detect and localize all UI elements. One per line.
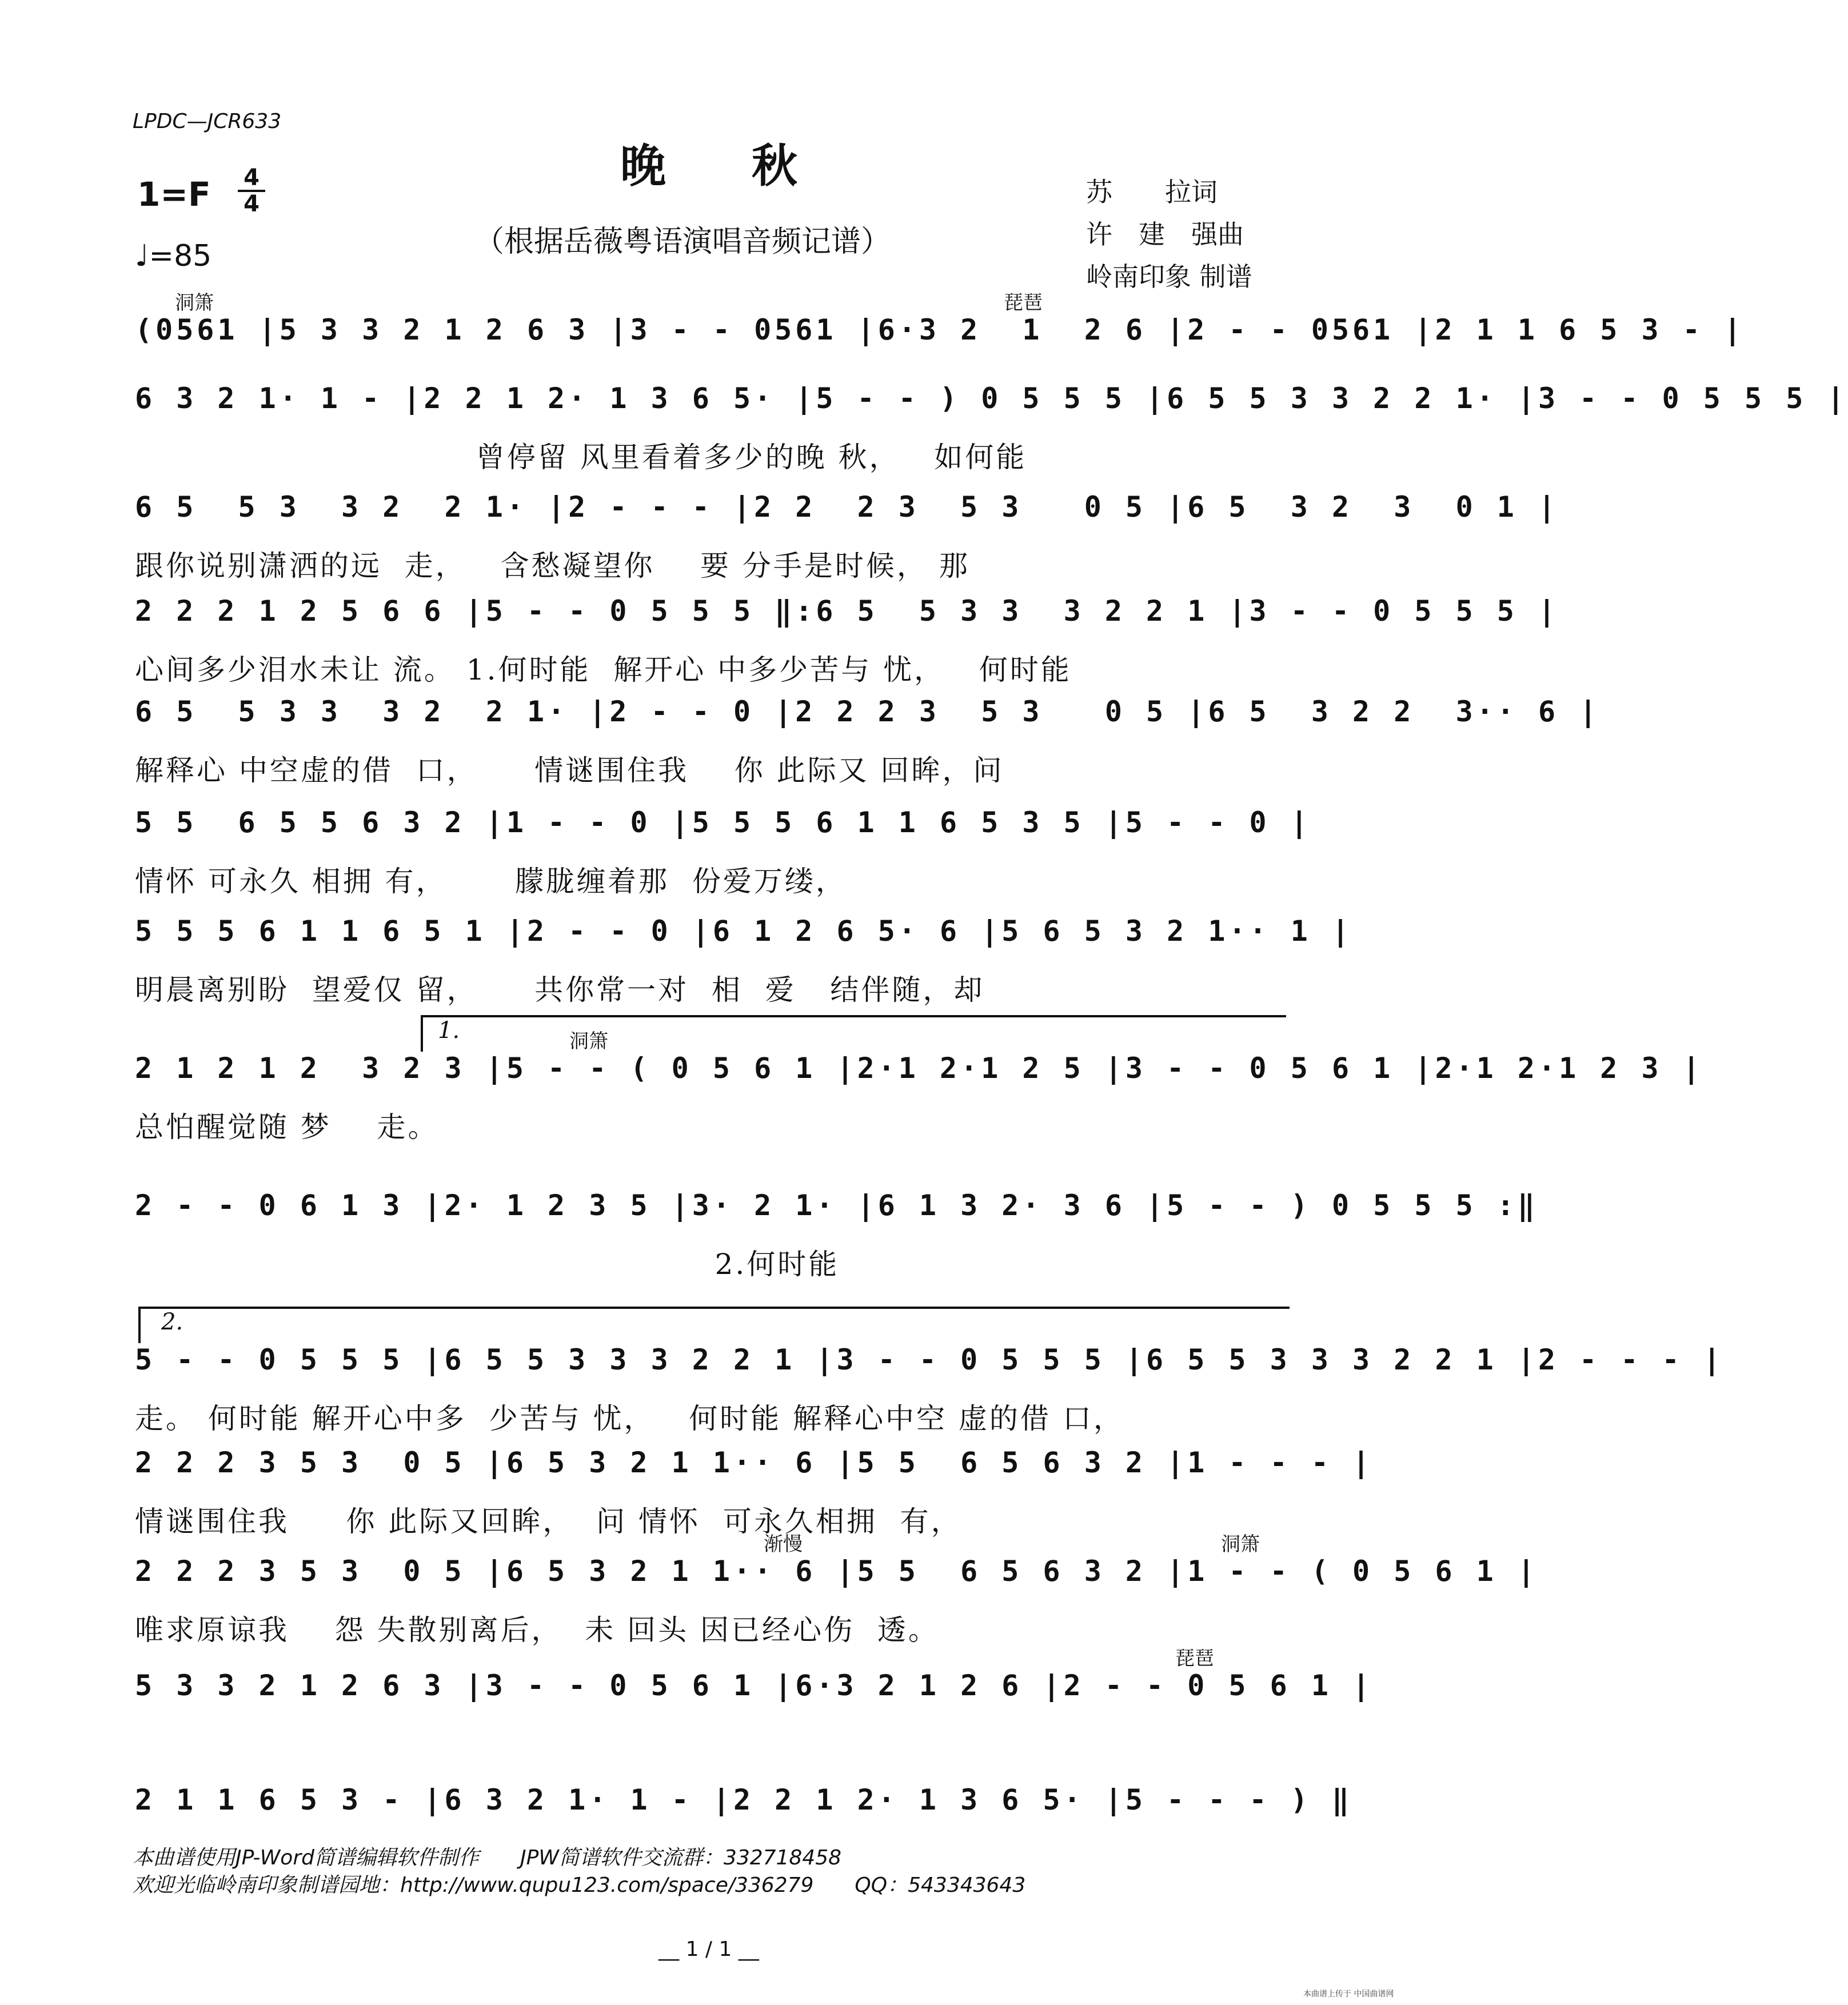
notation-line: 2 - - 0 6 1 3 |2· 1 2 3 5 |3· 2 1· |6 1 3 2· 3 6 |5 - - ) 0 5 5 5 :‖ xyxy=(135,1189,1538,1222)
volta-label: 1. xyxy=(438,1017,460,1044)
lyrics-line: 情怀 可永久 相拥 有， 朦胧缠着那 份爱万缕， xyxy=(135,865,847,898)
time-signature xyxy=(234,167,269,215)
instrument-label: 琵琶 xyxy=(1004,291,1043,314)
time-bottom: 4 xyxy=(244,191,260,217)
score-row xyxy=(135,1647,1374,1778)
notation-line: 2 2 2 3 5 3 0 5 |6 5 3 2 1 1·· 6 |5 5 6 5 6 3 2 |1 - - ( 0 5 6 1 | xyxy=(135,1555,1538,1588)
score-row xyxy=(135,1189,1538,1297)
page-number: __ 1 / 1 __ xyxy=(658,1938,759,1961)
instrument-label: 琵琶 xyxy=(1175,1647,1214,1670)
notation-line: 2 1 1 6 5 3 - |6 3 2 1· 1 - |2 2 1 2· 1 3 6 5· |5 - - - ) ‖ xyxy=(135,1783,1353,1816)
score-row xyxy=(135,695,1600,804)
arranger-credit: 岭南印象 制谱 xyxy=(1086,261,1252,292)
score-row xyxy=(135,594,1559,703)
lyrics-line: 明晨离别盼 望爱仅 留， 共你常一对 相 爱 结伴随，却 xyxy=(135,973,985,1007)
volta-label: 2. xyxy=(161,1309,183,1335)
lyrics-line: 2.何时能 xyxy=(135,1248,840,1281)
notation-line: 6 5 5 3 3 3 2 2 1· |2 - - 0 |2 2 2 3 5 3 0 5 |6 5 3 2 2 3·· 6 | xyxy=(135,695,1600,728)
lyrics-line: 跟你说别潇洒的远 走， 含愁凝望你 要 分手是时候， 那 xyxy=(135,549,970,582)
notation-line: 5 - - 0 5 5 5 |6 5 5 3 3 3 2 2 1 |3 - - 0 5 5 5 |6 5 5 3 3 3 2 2 1 |2 - - - | xyxy=(135,1343,1724,1376)
score-row xyxy=(135,490,1559,599)
notation-line: 2 1 2 1 2 3 2 3 |5 - - ( 0 5 6 1 |2·1 2·1 2 5 |3 - - 0 5 6 1 |2·1 2·1 2 3 | xyxy=(135,1052,1703,1085)
footer-website-note: 欢迎光临岭南印象制谱园地：http://www.qupu123.com/space/336279 QQ：543343643 xyxy=(133,1874,1026,1897)
score-row xyxy=(135,1446,1374,1555)
notation-line: 5 5 5 6 1 1 6 5 1 |2 - - 0 |6 1 2 6 5· 6 |5 6 5 3 2 1·· 1 | xyxy=(135,914,1353,948)
key-signature: 1=F xyxy=(137,175,211,214)
notation-line: 5 3 3 2 1 2 6 3 |3 - - 0 5 6 1 |6·3 2 1 2 6 |2 - - 0 5 6 1 | xyxy=(135,1669,1374,1702)
notation-line: (0561 |5 3 3 2 1 2 6 3 |3 - - 0561 |6·3 2 1 2 6 |2 - - 0561 |2 1 1 6 5 3 - | xyxy=(135,313,1745,346)
time-top: 4 xyxy=(244,165,260,191)
tempo-marking: ♩=85 xyxy=(135,239,212,273)
lyrics-line: 走。 何时能 解开心中多 少苦与 忧， 何时能 解释心中空 虚的借 口， xyxy=(135,1402,1124,1435)
lyrics-line: 情谜围住我 你 此际又回眸， 问 情怀 可永久相拥 有， xyxy=(135,1505,962,1538)
score-row xyxy=(135,1533,1538,1663)
volta-bracket xyxy=(421,1015,1286,1052)
notation-line: 2 2 2 3 5 3 0 5 |6 5 3 2 1 1·· 6 |5 5 6 5 6 3 2 |1 - - - | xyxy=(135,1446,1374,1479)
score-row xyxy=(135,1309,1724,1452)
instrument-label: 洞箫 xyxy=(569,1030,608,1053)
catalog-number: LPDC—JCR633 xyxy=(133,110,282,133)
lyrics-line: 总怕醒觉随 梦 走。 xyxy=(135,1111,439,1144)
lyrics-line: 解释心 中空虚的借 口， 情谜围住我 你 此际又 回眸，问 xyxy=(135,754,1004,787)
lyrics-line: 心间多少泪水未让 流。 1.何时能 解开心 中多少苦与 忧， 何时能 xyxy=(135,653,1072,686)
upload-stamp: 本曲谱上传于 中国曲谱网 xyxy=(1303,1990,1394,1999)
footer-software-note: 本曲谱使用JP-Word简谱编辑软件制作 JPW简谱软件交流群：332718458 xyxy=(133,1846,842,1870)
lyrics-line: 唯求原谅我 怨 失散别离后， 未 回头 因已经心伤 透。 xyxy=(135,1613,939,1647)
instrument-label: 洞箫 xyxy=(175,291,214,314)
score-row xyxy=(135,806,1311,914)
song-title: 晚秋 xyxy=(620,139,883,193)
expression-mark: 渐慢 xyxy=(764,1533,803,1556)
subtitle: （根据岳薇粤语演唱音频记谱） xyxy=(474,225,891,259)
lyricist-credit: 苏 拉词 xyxy=(1086,177,1218,207)
lyrics-line: 曾停留 风里看着多少的晚 秋， 如何能 xyxy=(135,441,1027,474)
notation-line: 6 3 2 1· 1 - |2 2 1 2· 1 3 6 5· |5 - - ) 0 5 5 5 |6 5 5 3 3 2 2 1· |3 - - 0 5 5 5 | xyxy=(135,382,1848,415)
score-row xyxy=(135,914,1353,1023)
instrument-label: 洞箫 xyxy=(1221,1533,1260,1556)
notation-line: 2 2 2 1 2 5 6 6 |5 - - 0 5 5 5 ‖:6 5 5 3 3 3 2 2 1 |3 - - 0 5 5 5 | xyxy=(135,594,1559,628)
score-row xyxy=(135,382,1848,490)
notation-line: 5 5 6 5 5 6 3 2 |1 - - 0 |5 5 5 6 1 1 6 5 3 5 |5 - - 0 | xyxy=(135,806,1311,839)
composer-credit: 许 建 强曲 xyxy=(1086,219,1244,250)
notation-line: 6 5 5 3 3 2 2 1· |2 - - - |2 2 2 3 5 3 0 5 |6 5 3 2 3 0 1 | xyxy=(135,490,1559,524)
score-row xyxy=(135,1017,1703,1160)
volta-bracket xyxy=(138,1307,1290,1343)
